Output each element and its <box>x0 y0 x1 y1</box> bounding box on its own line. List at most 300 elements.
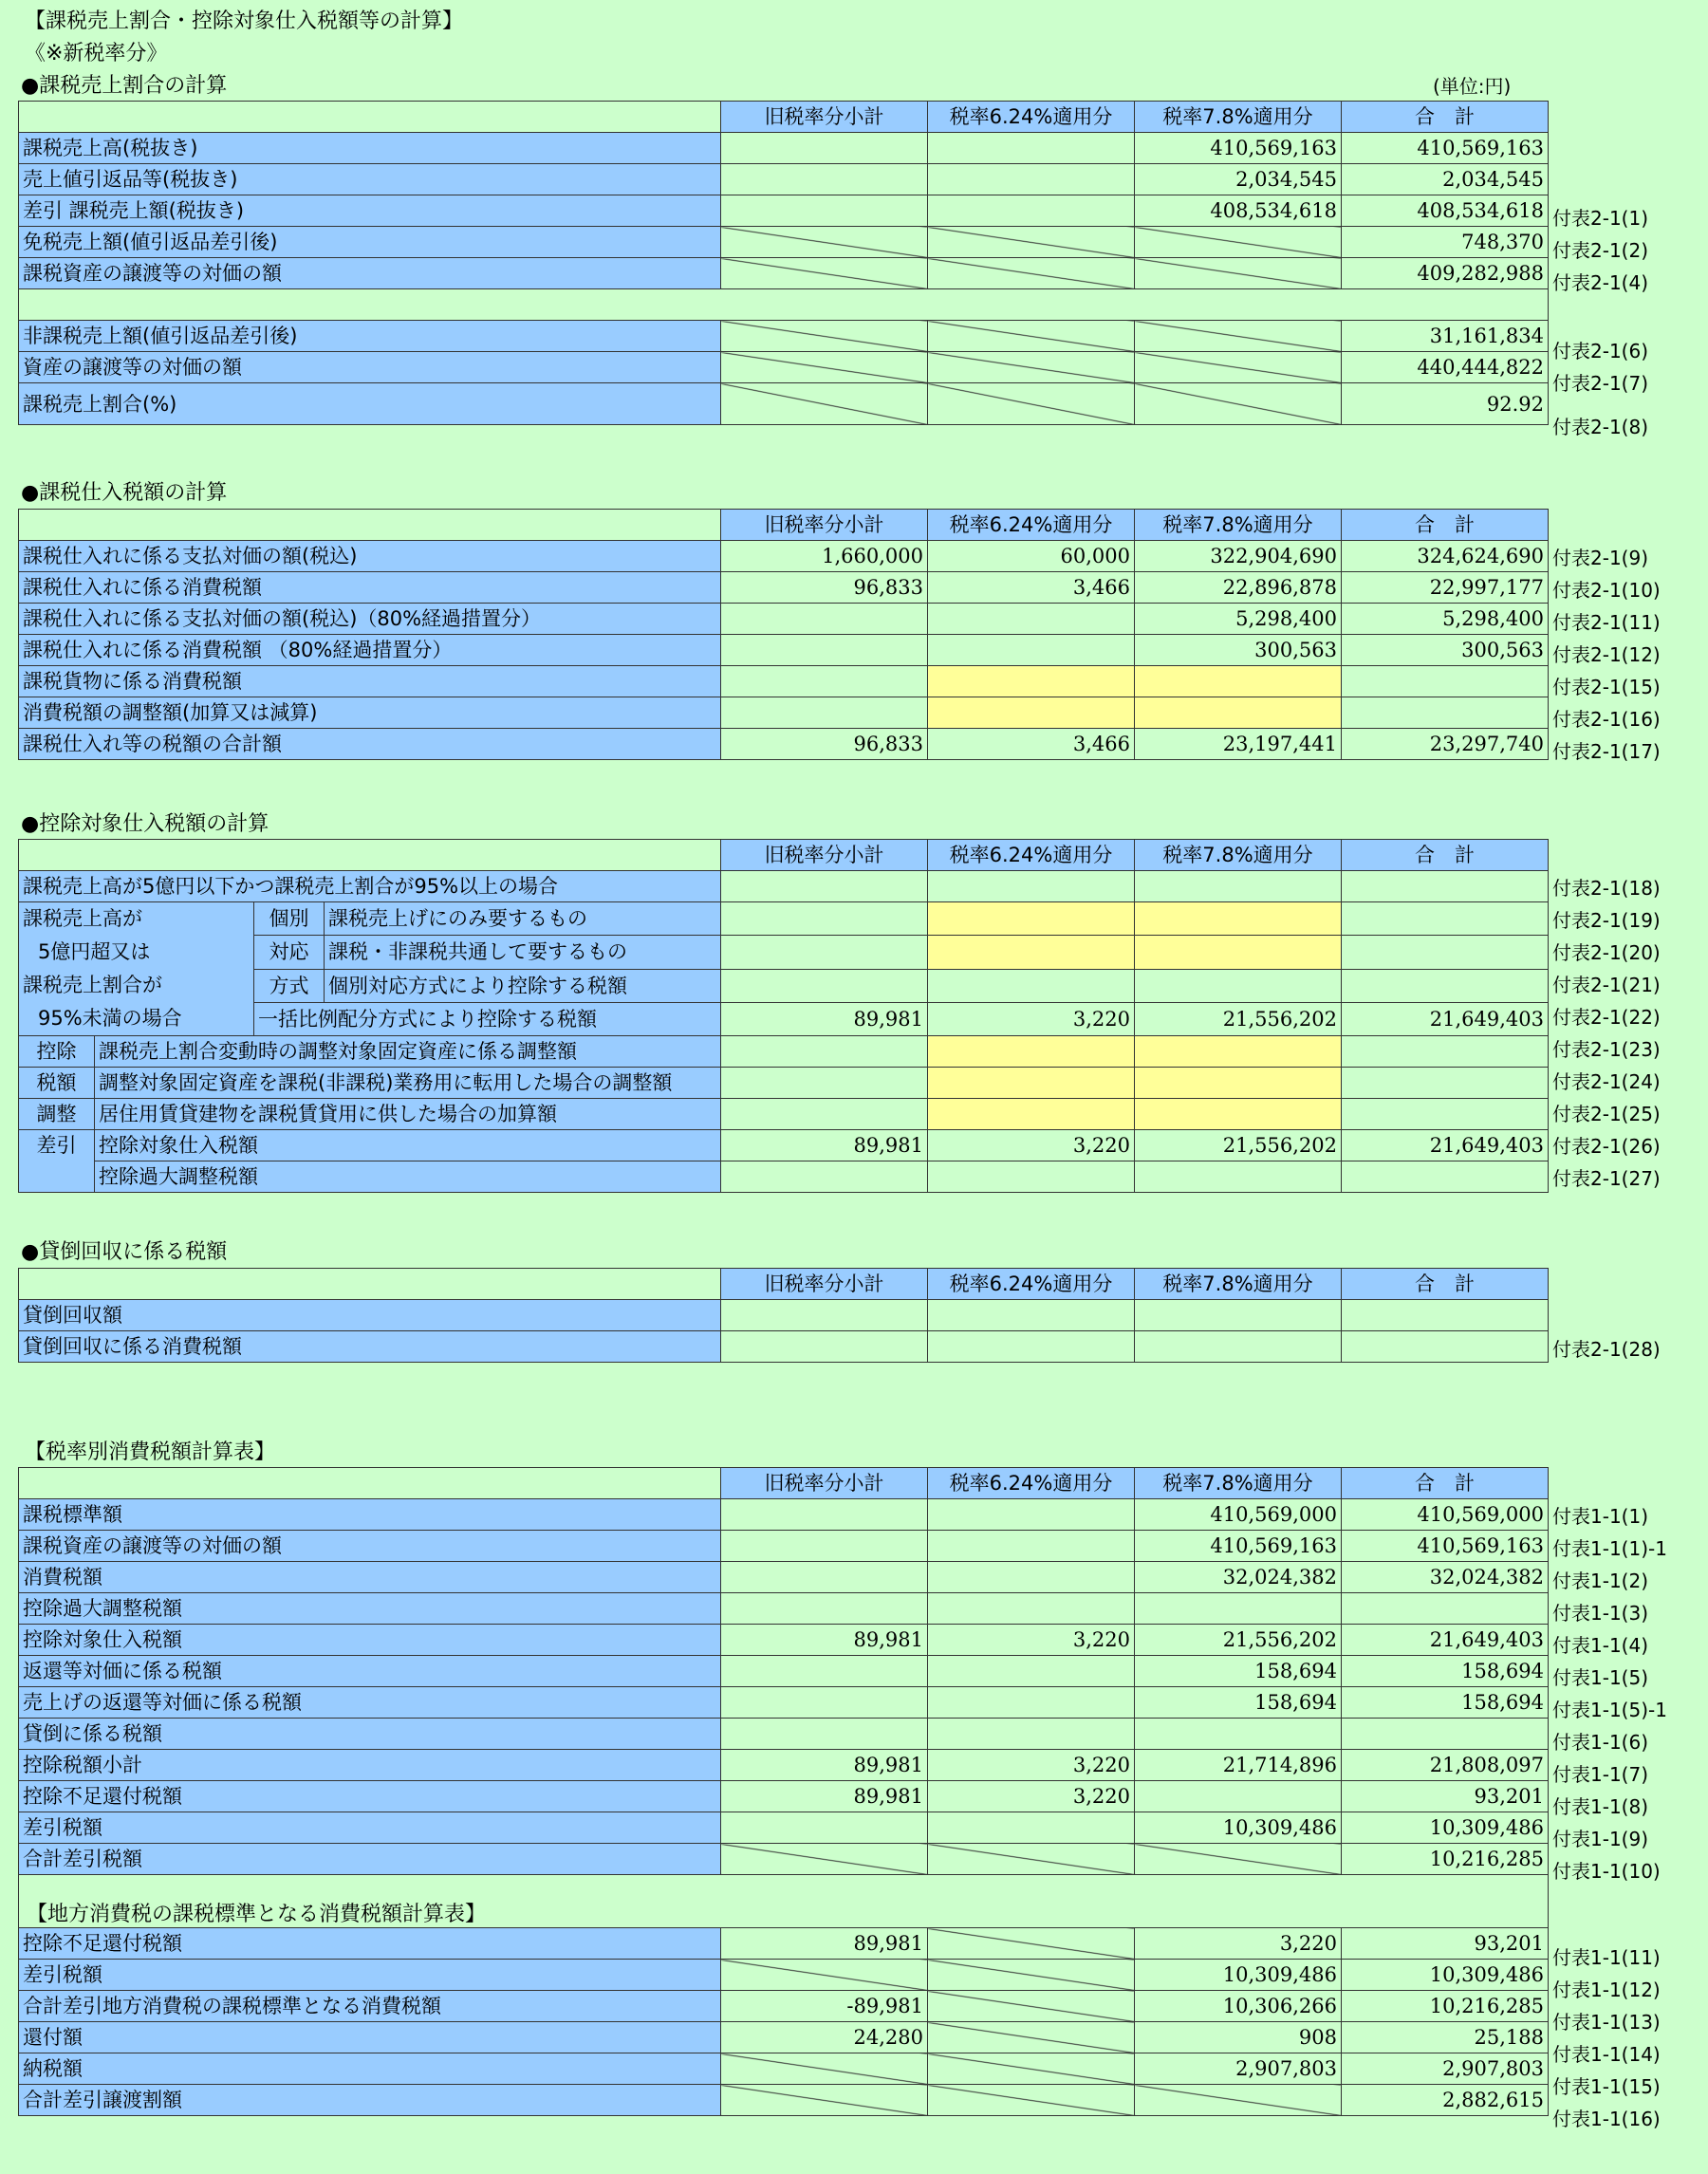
cell-r78: 410,569,163 <box>1135 1531 1342 1562</box>
cell-total: 10,216,285 <box>1342 1844 1549 1875</box>
group-label-adjust: 調整 <box>19 1099 95 1130</box>
table-row <box>19 1531 1549 1562</box>
col-rate-624: 税率6.24%適用分 <box>928 510 1135 541</box>
row-label: 差引 課税売上額(税抜き) <box>19 195 721 227</box>
cell <box>1135 1781 1342 1812</box>
cell <box>721 1812 928 1844</box>
ref-label: 付表2-1(8) <box>1552 416 1648 438</box>
cell <box>928 1562 1135 1593</box>
ref-label: 付表2-1(20) <box>1552 941 1661 964</box>
group-label-adjust: 税額 <box>19 1068 95 1099</box>
col-rate-78: 税率7.8%適用分 <box>1135 1269 1342 1300</box>
cell <box>721 871 928 902</box>
ref-label: 付表1-1(4) <box>1552 1634 1648 1657</box>
row-label: 控除過大調整税額 <box>19 1593 721 1625</box>
ref-label: 付表1-1(13) <box>1552 2011 1661 2034</box>
section-heading-ratio: ●課税売上割合の計算 <box>21 74 228 98</box>
cell-r78: 408,534,618 <box>1135 195 1342 227</box>
cell-total: 158,694 <box>1342 1656 1549 1687</box>
row-label: 合計差引税額 <box>19 1844 721 1875</box>
cell-total: 2,907,803 <box>1342 2053 1549 2085</box>
cell-r78: 10,309,486 <box>1135 1960 1342 1991</box>
cell-total: 10,309,486 <box>1342 1812 1549 1844</box>
cell <box>1135 1331 1342 1363</box>
row-label: 一括比例配分方式により控除する税額 <box>254 1002 721 1035</box>
ref-label: 付表1-1(8) <box>1552 1795 1648 1818</box>
cell-na <box>721 321 928 352</box>
row-label: 課税標準額 <box>19 1499 721 1531</box>
cell-old: -89,981 <box>721 1991 928 2022</box>
ref-label: 付表1-1(11) <box>1552 1946 1661 1969</box>
cell-total: 22,997,177 <box>1342 572 1549 604</box>
cell <box>1342 871 1549 902</box>
cell-r78: 158,694 <box>1135 1656 1342 1687</box>
section-heading-local-tax: 【地方消費税の課税標準となる消費税額計算表】 <box>27 1903 487 1926</box>
cell-total: 300,563 <box>1342 635 1549 666</box>
cell-total: 25,188 <box>1342 2022 1549 2053</box>
cell-total: 410,569,163 <box>1342 1531 1549 1562</box>
cell <box>1342 1161 1549 1193</box>
group-label-over-500m <box>19 902 254 1036</box>
cell <box>721 604 928 635</box>
ref-label: 付表2-1(26) <box>1552 1135 1661 1158</box>
ref-label: 付表2-1(16) <box>1552 708 1661 731</box>
cell <box>1135 1161 1342 1193</box>
input-cell-r78[interactable] <box>1135 902 1342 936</box>
cell-total: 93,201 <box>1342 1928 1549 1960</box>
cell-total: 92.92 <box>1342 383 1549 425</box>
cell-r624: 3,466 <box>928 572 1135 604</box>
cell-na <box>721 352 928 383</box>
ref-label: 付表2-1(25) <box>1552 1103 1661 1125</box>
cell <box>721 635 928 666</box>
cell-old: 24,280 <box>721 2022 928 2053</box>
table-row <box>19 1562 1549 1593</box>
cell <box>928 1499 1135 1531</box>
row-label: 課税資産の譲渡等の対価の額 <box>19 1531 721 1562</box>
col-rate-624: 税率6.24%適用分 <box>928 1468 1135 1499</box>
unit-label: (単位:円) <box>1433 75 1512 98</box>
row-label: 消費税額の調整額(加算又は減算) <box>19 697 721 729</box>
ref-label: 付表2-1(7) <box>1552 372 1648 395</box>
group-line: 課税売上割合が <box>23 974 162 996</box>
table-header-row <box>19 510 1549 541</box>
cell-total: 5,298,400 <box>1342 604 1549 635</box>
cell <box>721 133 928 164</box>
cell-na <box>721 1844 928 1875</box>
table-row <box>19 195 1549 227</box>
input-cell-r624[interactable] <box>928 1036 1135 1068</box>
cell <box>1135 1593 1342 1625</box>
row-label: 課税仕入れに係る消費税額 （80%経過措置分） <box>19 635 721 666</box>
table-row <box>19 1991 1549 2022</box>
cell-total: 324,624,690 <box>1342 541 1549 572</box>
table-row <box>19 1844 1549 1875</box>
section-heading-deductible: ●控除対象仕入税額の計算 <box>21 812 269 836</box>
cell-total: 21,649,403 <box>1342 1625 1549 1656</box>
ref-label: 付表1-1(6) <box>1552 1731 1648 1754</box>
row-label: 控除不足還付税額 <box>19 1781 721 1812</box>
cell <box>1135 969 1342 1002</box>
group-label-kobetsu: 方式 <box>254 969 325 1002</box>
cell-r78: 22,896,878 <box>1135 572 1342 604</box>
input-cell-r624[interactable] <box>928 666 1135 697</box>
row-label: 調整対象固定資産を課税(非課税)業務用に転用した場合の調整額 <box>95 1068 721 1099</box>
table-row <box>19 1036 1549 1068</box>
col-total: 合 計 <box>1342 1269 1549 1300</box>
cell <box>1342 1068 1549 1099</box>
cell <box>721 1656 928 1687</box>
ref-label: 付表1-1(12) <box>1552 1979 1661 2001</box>
row-label: 合計差引地方消費税の課税標準となる消費税額 <box>19 1991 721 2022</box>
cell-r78: 2,034,545 <box>1135 164 1342 195</box>
row-label: 合計差引譲渡割額 <box>19 2085 721 2116</box>
row-label: 課税売上割合変動時の調整対象固定資産に係る調整額 <box>95 1036 721 1068</box>
cell-r78: 322,904,690 <box>1135 541 1342 572</box>
cell <box>928 604 1135 635</box>
cell <box>1342 969 1549 1002</box>
table-row <box>19 2085 1549 2116</box>
row-label: 控除過大調整税額 <box>95 1161 721 1193</box>
group-label-kobetsu: 対応 <box>254 936 325 969</box>
row-label: 資産の譲渡等の対価の額 <box>19 352 721 383</box>
cell <box>721 1562 928 1593</box>
row-label: 消費税額 <box>19 1562 721 1593</box>
cell-na <box>928 383 1135 425</box>
page-subtitle: 《※新税率分》 <box>25 42 168 65</box>
row-label: 課税売上割合(%) <box>19 383 721 425</box>
input-cell-r78[interactable] <box>1135 1068 1342 1099</box>
ref-label: 付表2-1(9) <box>1552 547 1648 569</box>
cell-total: 2,882,615 <box>1342 2085 1549 2116</box>
cell <box>721 936 928 969</box>
input-cell-r78[interactable] <box>1135 697 1342 729</box>
cell <box>1342 1300 1549 1331</box>
cell-r78: 21,556,202 <box>1135 1625 1342 1656</box>
cell-total: 10,216,285 <box>1342 1991 1549 2022</box>
ref-label: 付表1-1(2) <box>1552 1570 1648 1592</box>
row-label: 個別対応方式により控除する税額 <box>325 969 721 1002</box>
table-row <box>19 572 1549 604</box>
cell <box>928 1161 1135 1193</box>
cell <box>1342 697 1549 729</box>
section-heading-bad-debt: ●貸倒回収に係る税額 <box>21 1240 228 1264</box>
row-label: 控除対象仕入税額 <box>95 1130 721 1161</box>
cell-old: 89,981 <box>721 1130 928 1161</box>
cell <box>721 1036 928 1068</box>
row-label: 貸倒回収額 <box>19 1300 721 1331</box>
row-label: 貸倒に係る税額 <box>19 1719 721 1750</box>
ref-label: 付表1-1(10) <box>1552 1860 1661 1883</box>
cell-na <box>721 1960 928 1991</box>
table-row <box>19 258 1549 289</box>
ref-label: 付表2-1(15) <box>1552 676 1661 698</box>
table-header-row <box>19 1269 1549 1300</box>
row-label: 課税仕入れに係る消費税額 <box>19 572 721 604</box>
cell <box>721 1331 928 1363</box>
cell-total: 23,297,740 <box>1342 729 1549 760</box>
ref-label: 付表2-1(27) <box>1552 1167 1661 1190</box>
row-label: 差引税額 <box>19 1812 721 1844</box>
ref-label: 付表2-1(19) <box>1552 909 1661 932</box>
table-row <box>19 1719 1549 1750</box>
input-cell-r624[interactable] <box>928 1099 1135 1130</box>
cell <box>928 1812 1135 1844</box>
cell <box>721 1719 928 1750</box>
cell-old: 89,981 <box>721 1750 928 1781</box>
ref-label: 付表1-1(5) <box>1552 1666 1648 1689</box>
table-row <box>19 2022 1549 2053</box>
input-cell-r624[interactable] <box>928 697 1135 729</box>
cell-na <box>928 1844 1135 1875</box>
table-sales-ratio <box>18 101 1549 425</box>
ref-label: 付表1-1(1)-1 <box>1552 1537 1667 1560</box>
table-row <box>19 1812 1549 1844</box>
table-row <box>19 635 1549 666</box>
row-label: 課税売上高(税抜き) <box>19 133 721 164</box>
row-label: 還付額 <box>19 2022 721 2053</box>
ref-label: 付表2-1(2) <box>1552 239 1648 262</box>
cell <box>721 902 928 936</box>
ref-label: 付表2-1(21) <box>1552 974 1661 996</box>
cell-r624: 3,220 <box>928 1625 1135 1656</box>
ref-label: 付表1-1(9) <box>1552 1828 1648 1850</box>
cell-old: 96,833 <box>721 729 928 760</box>
input-cell-r78[interactable] <box>1135 666 1342 697</box>
cell <box>721 195 928 227</box>
cell <box>721 1499 928 1531</box>
cell-na <box>1135 258 1342 289</box>
col-old-rate: 旧税率分小計 <box>721 1269 928 1300</box>
group-line: 5億円超又は <box>38 940 151 963</box>
cell-total: 440,444,822 <box>1342 352 1549 383</box>
col-old-rate: 旧税率分小計 <box>721 1468 928 1499</box>
ref-label: 付表2-1(1) <box>1552 207 1648 230</box>
cell <box>721 1099 928 1130</box>
cell <box>928 969 1135 1002</box>
cell-r78: 158,694 <box>1135 1687 1342 1719</box>
spacer-row <box>19 1875 1549 1928</box>
table-row <box>19 1928 1549 1960</box>
cell-r78: 410,569,000 <box>1135 1499 1342 1531</box>
ref-label: 付表1-1(15) <box>1552 2075 1661 2098</box>
table-row <box>19 383 1549 425</box>
col-rate-78: 税率7.8%適用分 <box>1135 840 1342 871</box>
cell-total: 32,024,382 <box>1342 1562 1549 1593</box>
cell-total: 158,694 <box>1342 1687 1549 1719</box>
cell <box>1342 1593 1549 1625</box>
row-label: 課税・非課税共通して要するもの <box>325 936 721 969</box>
cell-na <box>1135 352 1342 383</box>
ref-label: 付表2-1(23) <box>1552 1038 1661 1061</box>
row-label: 課税資産の譲渡等の対価の額 <box>19 258 721 289</box>
cell <box>1135 1300 1342 1331</box>
table-header-row <box>19 840 1549 871</box>
cell-old: 96,833 <box>721 572 928 604</box>
group-line: 95%未満の場合 <box>38 1007 182 1030</box>
cell-r78: 5,298,400 <box>1135 604 1342 635</box>
row-label: 課税貨物に係る消費税額 <box>19 666 721 697</box>
cell-old: 89,981 <box>721 1625 928 1656</box>
col-rate-624: 税率6.24%適用分 <box>928 840 1135 871</box>
cell-r78: 21,556,202 <box>1135 1130 1342 1161</box>
table-row <box>19 1656 1549 1687</box>
cell-total: 408,534,618 <box>1342 195 1549 227</box>
cell-na <box>721 383 928 425</box>
ref-label: 付表1-1(3) <box>1552 1602 1648 1625</box>
row-label: 課税売上高が5億円以下かつ課税売上割合が95%以上の場合 <box>19 871 721 902</box>
input-cell-r624[interactable] <box>928 1068 1135 1099</box>
cell-total: 93,201 <box>1342 1781 1549 1812</box>
input-cell-r78[interactable] <box>1135 1036 1342 1068</box>
cell <box>1342 1036 1549 1068</box>
cell-na <box>721 227 928 258</box>
input-cell-r624[interactable] <box>928 936 1135 969</box>
table-deductible-tax <box>18 839 1549 1193</box>
table-row <box>19 1593 1549 1625</box>
cell-old: 1,660,000 <box>721 541 928 572</box>
cell-r78: 2,907,803 <box>1135 2053 1342 2085</box>
row-label: 課税売上げにのみ要するもの <box>325 902 721 936</box>
cell-r78: 23,197,441 <box>1135 729 1342 760</box>
table-row <box>19 321 1549 352</box>
col-rate-624: 税率6.24%適用分 <box>928 1269 1135 1300</box>
col-total: 合 計 <box>1342 1468 1549 1499</box>
col-old-rate: 旧税率分小計 <box>721 510 928 541</box>
table-purchase-tax <box>18 509 1549 760</box>
table-header-row <box>19 102 1549 133</box>
ref-label: 付表2-1(24) <box>1552 1070 1661 1093</box>
table-row <box>19 871 1549 902</box>
ref-label: 付表1-1(1) <box>1552 1505 1648 1528</box>
cell <box>928 164 1135 195</box>
cell-r78: 32,024,382 <box>1135 1562 1342 1593</box>
table-row <box>19 1625 1549 1656</box>
table-row <box>19 1300 1549 1331</box>
cell <box>1342 936 1549 969</box>
col-total: 合 計 <box>1342 102 1549 133</box>
header-blank <box>19 1269 721 1300</box>
row-label: 差引税額 <box>19 1960 721 1991</box>
cell <box>721 969 928 1002</box>
col-rate-78: 税率7.8%適用分 <box>1135 102 1342 133</box>
cell-na <box>1135 2085 1342 2116</box>
cell-r78: 3,220 <box>1135 1928 1342 1960</box>
table-row <box>19 697 1549 729</box>
table-row <box>19 164 1549 195</box>
col-rate-78: 税率7.8%適用分 <box>1135 1468 1342 1499</box>
cell-na <box>928 352 1135 383</box>
cell-r78: 300,563 <box>1135 635 1342 666</box>
cell-r78: 10,306,266 <box>1135 1991 1342 2022</box>
input-cell-r78[interactable] <box>1135 1099 1342 1130</box>
cell <box>1135 1719 1342 1750</box>
cell-r624: 3,220 <box>928 1002 1135 1035</box>
row-label: 控除対象仕入税額 <box>19 1625 721 1656</box>
ref-label: 付表1-1(14) <box>1552 2043 1661 2066</box>
spacer-row <box>19 289 1549 321</box>
cell-total: 31,161,834 <box>1342 321 1549 352</box>
table-row <box>19 227 1549 258</box>
cell-na <box>928 2053 1135 2085</box>
cell-r78: 908 <box>1135 2022 1342 2053</box>
page-title: 【課税売上割合・控除対象仕入税額等の計算】 <box>25 9 464 33</box>
row-label: 返還等対価に係る税額 <box>19 1656 721 1687</box>
cell-old: 89,981 <box>721 1002 928 1035</box>
cell <box>1342 902 1549 936</box>
cell <box>928 1300 1135 1331</box>
cell-total: 21,808,097 <box>1342 1750 1549 1781</box>
section-heading-purchase: ●課税仕入税額の計算 <box>21 481 228 505</box>
table-row <box>19 1781 1549 1812</box>
cell <box>928 1593 1135 1625</box>
cell-old: 89,981 <box>721 1781 928 1812</box>
table-row <box>19 541 1549 572</box>
table-row <box>19 1161 1549 1193</box>
row-label: 控除不足還付税額 <box>19 1928 721 1960</box>
group-label-adjust: 控除 <box>19 1036 95 1068</box>
table-row <box>19 1960 1549 1991</box>
input-cell-r78[interactable] <box>1135 936 1342 969</box>
ref-label: 付表2-1(6) <box>1552 340 1648 362</box>
spacer <box>19 289 1549 321</box>
row-label: 免税売上額(値引返品差引後) <box>19 227 721 258</box>
cell-na <box>1135 321 1342 352</box>
cell-total: 409,282,988 <box>1342 258 1549 289</box>
cell <box>928 1656 1135 1687</box>
table-row <box>19 729 1549 760</box>
group-label-kobetsu: 個別 <box>254 902 325 936</box>
ref-label: 付表1-1(5)-1 <box>1552 1699 1667 1721</box>
table-row <box>19 1068 1549 1099</box>
group-label-difference: 差引 <box>19 1130 95 1193</box>
cell <box>721 164 928 195</box>
cell-old: 89,981 <box>721 1928 928 1960</box>
col-rate-78: 税率7.8%適用分 <box>1135 510 1342 541</box>
cell <box>1342 666 1549 697</box>
col-rate-624: 税率6.24%適用分 <box>928 102 1135 133</box>
table-tax-by-rate <box>18 1467 1549 2116</box>
table-row <box>19 352 1549 383</box>
cell <box>928 1531 1135 1562</box>
cell-r624: 3,220 <box>928 1781 1135 1812</box>
cell <box>928 635 1135 666</box>
cell <box>928 871 1135 902</box>
cell-na <box>928 321 1135 352</box>
col-total: 合 計 <box>1342 510 1549 541</box>
table-row <box>19 2053 1549 2085</box>
cell-total: 21,649,403 <box>1342 1130 1549 1161</box>
row-label: 売上げの返還等対価に係る税額 <box>19 1687 721 1719</box>
ref-label: 付表2-1(17) <box>1552 740 1661 763</box>
input-cell-r624[interactable] <box>928 902 1135 936</box>
table-row <box>19 1130 1549 1161</box>
table-row <box>19 1099 1549 1130</box>
section-heading-tax-by-rate: 【税率別消費税額計算表】 <box>25 1440 276 1464</box>
table-row <box>19 1331 1549 1363</box>
cell <box>1135 871 1342 902</box>
cell <box>721 1531 928 1562</box>
cell-na <box>928 2085 1135 2116</box>
cell <box>1342 1719 1549 1750</box>
cell-total: 748,370 <box>1342 227 1549 258</box>
cell-na <box>928 227 1135 258</box>
table-row <box>19 604 1549 635</box>
spacer <box>19 1875 1549 1928</box>
row-label: 貸倒回収に係る消費税額 <box>19 1331 721 1363</box>
table-bad-debt <box>18 1268 1549 1363</box>
cell <box>721 666 928 697</box>
